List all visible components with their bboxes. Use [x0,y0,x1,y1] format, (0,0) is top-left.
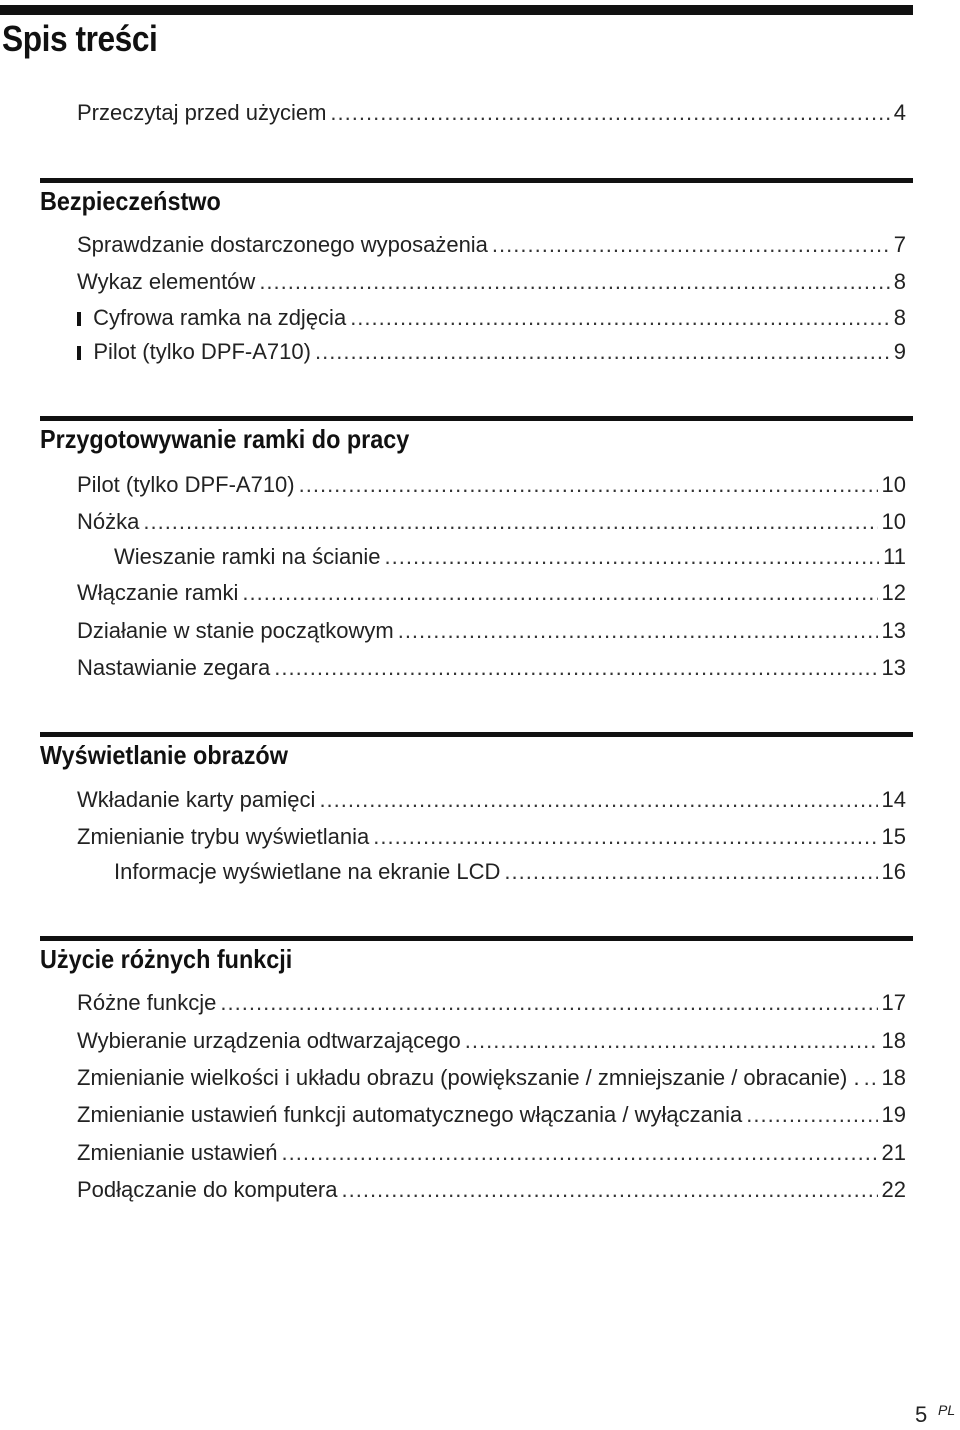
toc-entry-label: Sprawdzanie dostarczonego wyposażenia [77,232,488,257]
toc-entry-page: 10 [881,509,906,534]
toc-entry-page: 13 [881,618,906,643]
leader-dots [274,653,877,683]
toc-entry-label: Wybieranie urządzenia odtwarzającego [77,1028,461,1053]
toc-entry-page: 7 [893,232,906,257]
leader-dots [864,1063,878,1093]
section-rule [40,178,913,183]
page-title: Spis treści [2,18,158,59]
toc-entry[interactable] [77,303,906,333]
toc-entry-page: 18 [881,1065,906,1090]
toc-entry-page: 9 [893,339,906,364]
toc-entry-label: Cyfrowa ramka na zdjęcia [93,305,347,330]
toc-entry-label: Pilot (tylko DPF-A710) [93,339,311,364]
leader-dots [143,507,877,537]
toc-entry-page: 14 [881,787,906,812]
leader-dots [282,1138,878,1168]
leader-dots [299,470,878,500]
leader-dots [465,1026,878,1056]
toc-entry-label: Wieszanie ramki na ścianie [114,544,381,569]
leader-dots [342,1175,878,1205]
toc-entry-label: Nóżka [77,509,140,534]
toc-entry[interactable] [77,578,906,608]
toc-entry[interactable] [77,1063,906,1093]
leader-dots [746,1100,877,1130]
toc-entry[interactable] [77,616,906,646]
toc-entry-label: Zmienianie ustawień [77,1140,278,1165]
toc-entry-page: 15 [881,824,906,849]
toc-entry-label: Nastawianie zegara [77,655,271,680]
toc-entry[interactable] [77,337,906,367]
leader-dots [315,337,890,367]
toc-entry-label: Informacje wyświetlane na ekranie LCD [114,859,501,884]
toc-entry-page: 12 [881,580,906,605]
toc-entry[interactable] [77,785,906,815]
toc-entry[interactable] [77,1100,906,1130]
toc-entry-label: Różne funkcje [77,990,217,1015]
toc-entry[interactable] [77,470,906,500]
leader-dots [350,303,890,333]
section-heading: Użycie różnych funkcji [40,944,293,974]
leader-dots [492,230,890,260]
leader-dots [220,988,877,1018]
toc-entry-label: Zmienianie ustawień funkcji automatycznego włączania / wyłączania [77,1102,743,1127]
toc-entry[interactable] [77,822,906,852]
toc-entry-intro[interactable] [77,98,906,128]
toc-entry-sub[interactable] [114,857,906,887]
toc-entry[interactable] [77,988,906,1018]
section-rule [40,936,913,941]
section-heading: Wyświetlanie obrazów [40,740,288,770]
toc-entry-sub[interactable] [114,542,906,572]
toc-entry-page: 13 [881,655,906,680]
leader-dots [330,98,889,128]
leader-dots [385,542,880,572]
top-rule [0,5,913,15]
toc-entry[interactable] [77,653,906,683]
toc-entry[interactable] [77,507,906,537]
toc-entry-page: 19 [881,1102,906,1127]
toc-entry-label: Zmienianie trybu wyświetlania [77,824,370,849]
toc-entry-label: Pilot (tylko DPF-A710) [77,472,295,497]
leader-dots [319,785,877,815]
toc-entry-page: 8 [893,269,906,294]
toc-entry-page: 17 [881,990,906,1015]
toc-entry-label: Przeczytaj przed użyciem [77,100,327,125]
footer-page-number: 5 [915,1402,928,1427]
section-heading: Przygotowywanie ramki do pracy [40,424,410,454]
toc-entry-page: 4 [893,100,906,125]
toc-entry-label: Wkładanie karty pamięci [77,787,316,812]
leader-dots [373,822,877,852]
leader-dots [398,616,878,646]
section-rule [40,416,913,421]
toc-entry[interactable] [77,1026,906,1056]
toc-entry-label: Włączanie ramki [77,580,239,605]
section-heading: Bezpieczeństwo [40,186,221,216]
toc-entry-label: Działanie w stanie początkowym [77,618,394,643]
toc-entry-page: 18 [881,1028,906,1053]
toc-entry[interactable] [77,230,906,260]
leader-dots [259,267,889,297]
black-square-icon [77,312,81,326]
footer-language: PL [938,1402,956,1418]
toc-entry-page: 21 [881,1140,906,1165]
toc-entry-page: 8 [893,305,906,330]
toc-entry-page: 16 [881,859,906,884]
toc-entry-page: 10 [881,472,906,497]
toc-entry-page: 22 [881,1177,906,1202]
toc-entry-label: Podłączanie do komputera [77,1177,338,1202]
leader-dots [504,857,877,887]
black-square-icon [77,346,81,360]
toc-entry[interactable] [77,1175,906,1205]
toc-entry-label: Wykaz elementów [77,269,256,294]
section-rule [40,732,913,737]
toc-entry[interactable] [77,267,906,297]
toc-entry[interactable] [77,1138,906,1168]
toc-entry-label: Zmienianie wielkości i układu obrazu (powiększanie / zmniejszanie / obracanie) . [77,1065,860,1090]
toc-entry-page: 11 [883,544,906,569]
leader-dots [242,578,877,608]
